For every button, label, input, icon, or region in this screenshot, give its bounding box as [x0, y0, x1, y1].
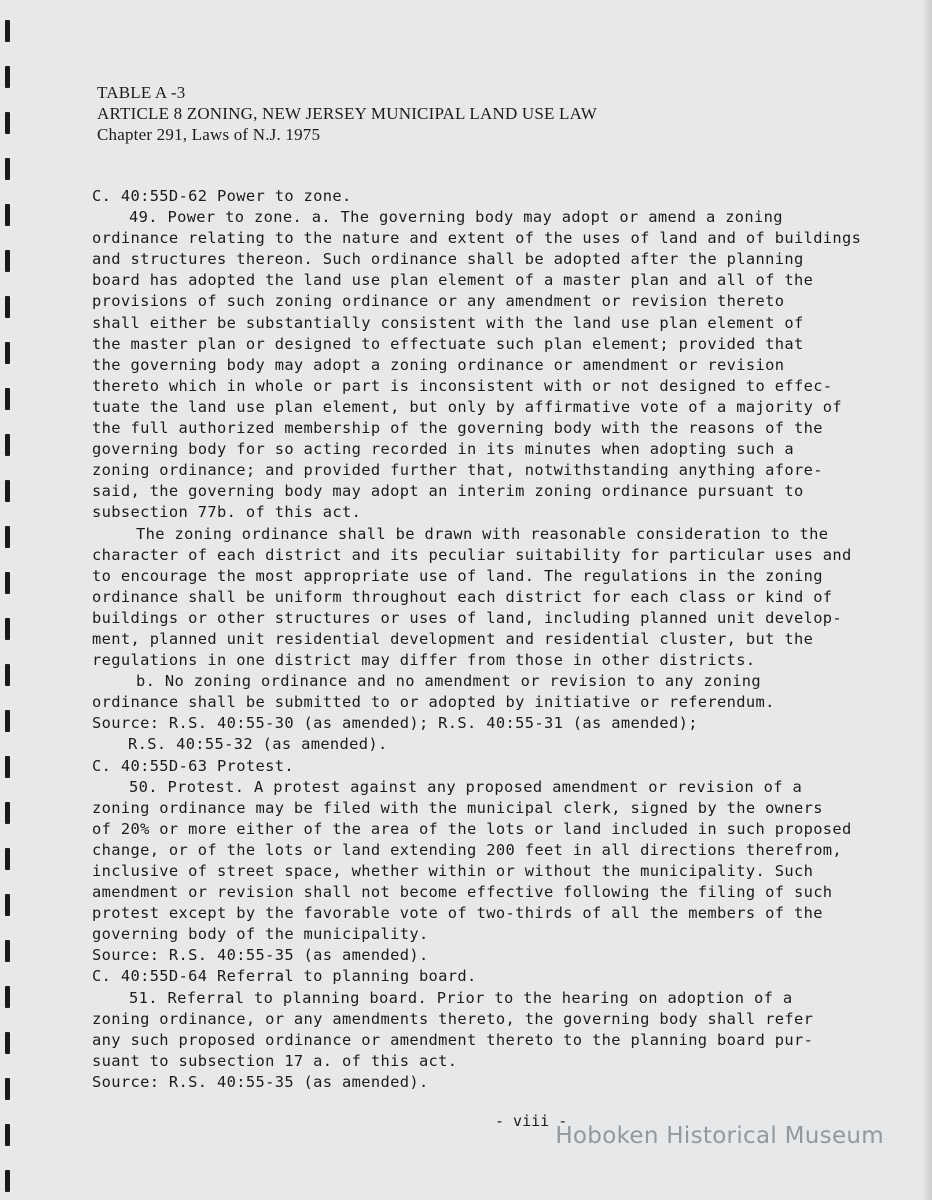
text-line: b. No zoning ordinance and no amendment or revision to any zoning: [136, 672, 762, 691]
document-header: [97, 82, 597, 145]
text-line: suant to subsection 17 a. of this act.: [92, 1051, 458, 1070]
source-citation: Source: R.S. 40:55-35 (as amended).: [92, 946, 429, 965]
source-citation: R.S. 40:55-32 (as amended).: [128, 735, 388, 754]
text-line: ordinance shall be submitted to or adopted by initiative or referendum.: [92, 693, 775, 712]
table-label: TABLE A -3: [97, 83, 186, 102]
article-title: ARTICLE 8 ZONING, NEW JERSEY MUNICIPAL LAND USE LAW: [97, 104, 598, 123]
text-line: the full authorized membership of the governing body with the reasons of the: [92, 419, 823, 438]
text-line: The zoning ordinance shall be drawn with reasonable consideration to the: [136, 524, 829, 543]
text-line: regulations in one district may differ from those in other districts.: [92, 651, 756, 670]
text-line: provisions of such zoning ordinance or any amendment or revision thereto: [92, 292, 785, 311]
text-line: and structures thereon. Such ordinance shall be adopted after the planning: [92, 250, 804, 269]
text-line: the master plan or designed to effectuate such plan element; provided that: [92, 334, 804, 353]
text-line: character of each district and its peculiar suitability for particular uses and: [92, 545, 852, 564]
spiral-binding: [0, 0, 18, 1200]
text-line: protest except by the favorable vote of two-thirds of all the members of the: [92, 904, 823, 923]
text-line: shall either be substantially consistent with the land use plan element of: [92, 313, 804, 332]
text-line: the governing body may adopt a zoning ordinance or amendment or revision: [92, 355, 785, 374]
text-line: zoning ordinance; and provided further that, notwithstanding anything afore-: [92, 461, 823, 480]
text-line: zoning ordinance, or any amendments thereto, the governing body shall refer: [92, 1009, 814, 1028]
text-line: said, the governing body may adopt an interim zoning ordinance pursuant to: [92, 482, 804, 501]
text-line: any such proposed ordinance or amendment thereto to the planning board pur-: [92, 1030, 814, 1049]
source-citation: Source: R.S. 40:55-30 (as amended); R.S. 40:55-31 (as amended);: [92, 714, 698, 733]
page-number: - viii -: [495, 1112, 568, 1130]
text-line: governing body of the municipality.: [92, 925, 429, 944]
text-line: 50. Protest. A protest against any proposed amendment or revision of a: [129, 777, 803, 796]
source-citation: Source: R.S. 40:55-35 (as amended).: [92, 1072, 429, 1091]
statute-text: [92, 186, 862, 1093]
text-line: thereto which in whole or part is inconsistent with or not designed to effec-: [92, 376, 833, 395]
text-line: tuate the land use plan element, but only by affirmative vote of a majority of: [92, 397, 843, 416]
text-line: 49. Power to zone. a. The governing body may adopt or amend a zoning: [129, 208, 783, 227]
text-line: ordinance relating to the nature and extent of the uses of land and of buildings: [92, 229, 862, 248]
text-line: ordinance shall be uniform throughout each district for each class or kind of: [92, 587, 833, 606]
text-line: 51. Referral to planning board. Prior to the hearing on adoption of a: [129, 988, 793, 1007]
text-line: change, or of the lots or land extending 200 feet in all directions therefrom,: [92, 840, 843, 859]
section-heading: C. 40:55D-63 Protest.: [92, 756, 294, 775]
text-line: subsection 77b. of this act.: [92, 503, 362, 522]
chapter-citation: Chapter 291, Laws of N.J. 1975: [97, 125, 321, 144]
text-line: board has adopted the land use plan element of a master plan and all of the: [92, 271, 814, 290]
page-edge-shadow: [922, 0, 932, 1200]
section-heading: C. 40:55D-64 Referral to planning board.: [92, 967, 477, 986]
section-heading: C. 40:55D-62 Power to zone.: [92, 187, 352, 205]
text-line: ment, planned unit residential development and residential cluster, but the: [92, 629, 814, 648]
text-line: to encourage the most appropriate use of land. The regulations in the zoning: [92, 566, 823, 585]
text-line: amendment or revision shall not become effective following the filing of such: [92, 883, 833, 902]
text-line: buildings or other structures or uses of land, including planned unit develop-: [92, 608, 843, 627]
text-line: inclusive of street space, whether within or without the municipality. Such: [92, 862, 814, 880]
text-line: of 20% or more either of the area of the lots or land included in such proposed: [92, 819, 852, 838]
text-line: zoning ordinance may be filed with the municipal clerk, signed by the owners: [92, 798, 823, 817]
museum-watermark: Hoboken Historical Museum: [555, 1123, 884, 1149]
text-line: governing body for so acting recorded in its minutes when adopting such a: [92, 440, 794, 459]
